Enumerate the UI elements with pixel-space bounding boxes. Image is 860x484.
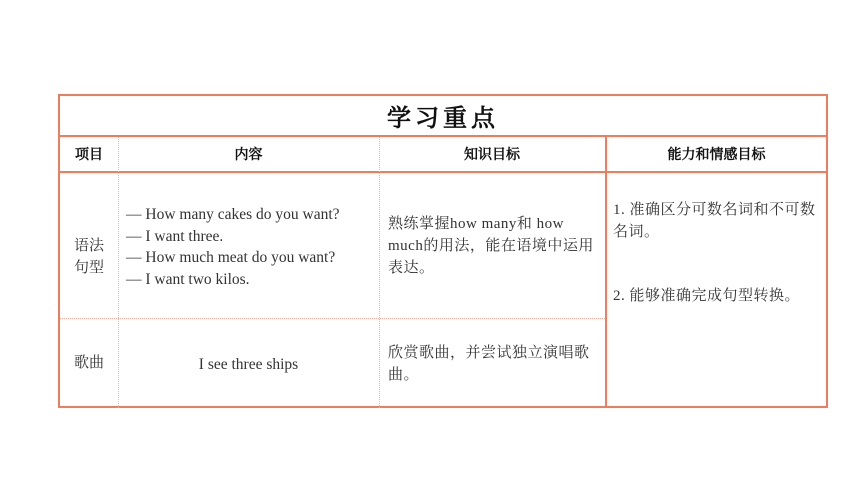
content-line: — I want two kilos. — [126, 270, 250, 288]
header-item: 项目 — [75, 147, 103, 163]
row-grammar-knowledge: 熟练掌握how many和 how much的用法，能在语境中运用表达。 — [388, 216, 594, 276]
ability-goal-2: 2. 能够准确完成句型转换。 — [613, 288, 801, 304]
row-item-label: 歌曲 — [73, 353, 104, 371]
header-ability-goal: 能力和情感目标 — [667, 147, 766, 163]
content-line: I see three ships — [198, 356, 299, 373]
ability-goal-1: 1. 准确区分可数名词和不可数名词。 — [613, 202, 816, 240]
key-points-table — [58, 94, 828, 408]
row-grammar-label — [68, 234, 110, 278]
content-line: — How many cakes do you want? — [126, 206, 340, 223]
row-song-label — [66, 351, 112, 373]
table-title-row — [60, 96, 826, 137]
header-knowledge-goal: 知识目标 — [464, 147, 520, 163]
header-content: 内容 — [234, 147, 263, 163]
row-grammar-content — [126, 204, 376, 290]
row-song-knowledge: 欣赏歌曲，并尝试独立演唱歌曲。 — [388, 345, 590, 383]
row-song-content — [118, 354, 379, 376]
column-divider — [605, 137, 607, 408]
column-divider — [379, 137, 380, 408]
table-header-row — [60, 137, 826, 173]
table-title: 学习重点 — [387, 104, 499, 132]
row-item-label: 语法句型 — [73, 236, 104, 276]
content-line: — How much meat do you want? — [126, 249, 336, 266]
content-line: — I want three. — [126, 227, 224, 245]
row-divider — [60, 318, 605, 319]
